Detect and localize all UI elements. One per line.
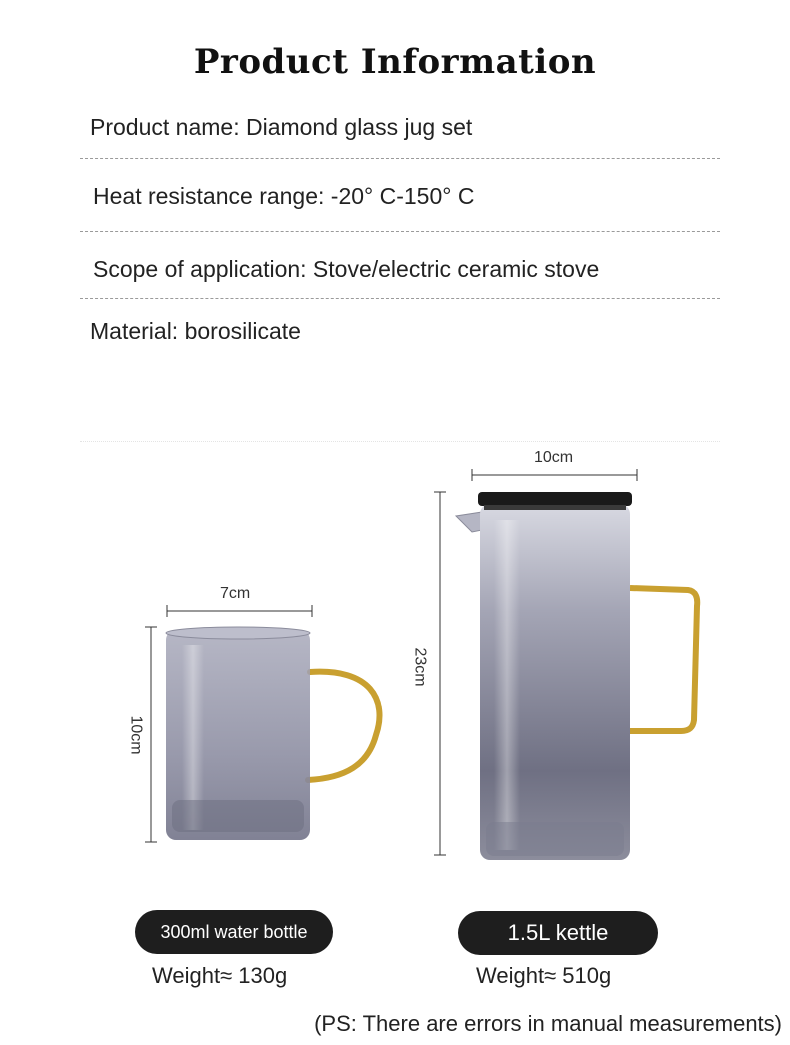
kettle-name-badge: 1.5L kettle xyxy=(458,911,658,955)
measurement-note: (PS: There are errors in manual measurements) xyxy=(314,1011,782,1036)
cup-name-badge: 300ml water bottle xyxy=(135,910,333,954)
cup-weight: Weight≈ 130g xyxy=(152,963,288,988)
glass-cup-image xyxy=(166,627,380,840)
kettle-height-label: 23cm xyxy=(411,647,429,687)
cup-height-dimension xyxy=(145,627,157,842)
kettle-width-label: 10cm xyxy=(534,449,574,466)
page-title: Product Information xyxy=(193,42,597,82)
product-name-line: Product name: Diamond glass jug set xyxy=(90,114,473,140)
kettle-height-dimension xyxy=(434,492,446,855)
glass-kettle-image xyxy=(456,492,697,860)
heat-resistance-line: Heat resistance range: -20° C-150° C xyxy=(93,183,475,209)
cup-width-label: 7cm xyxy=(220,585,251,602)
cup-height-label: 10cm xyxy=(127,715,145,755)
kettle-width-dimension xyxy=(472,469,637,481)
scope-line: Scope of application: Stove/electric ceramic stove xyxy=(93,256,600,282)
material-line: Material: borosilicate xyxy=(90,318,301,344)
kettle-weight: Weight≈ 510g xyxy=(476,963,612,988)
cup-width-dimension xyxy=(167,605,312,617)
